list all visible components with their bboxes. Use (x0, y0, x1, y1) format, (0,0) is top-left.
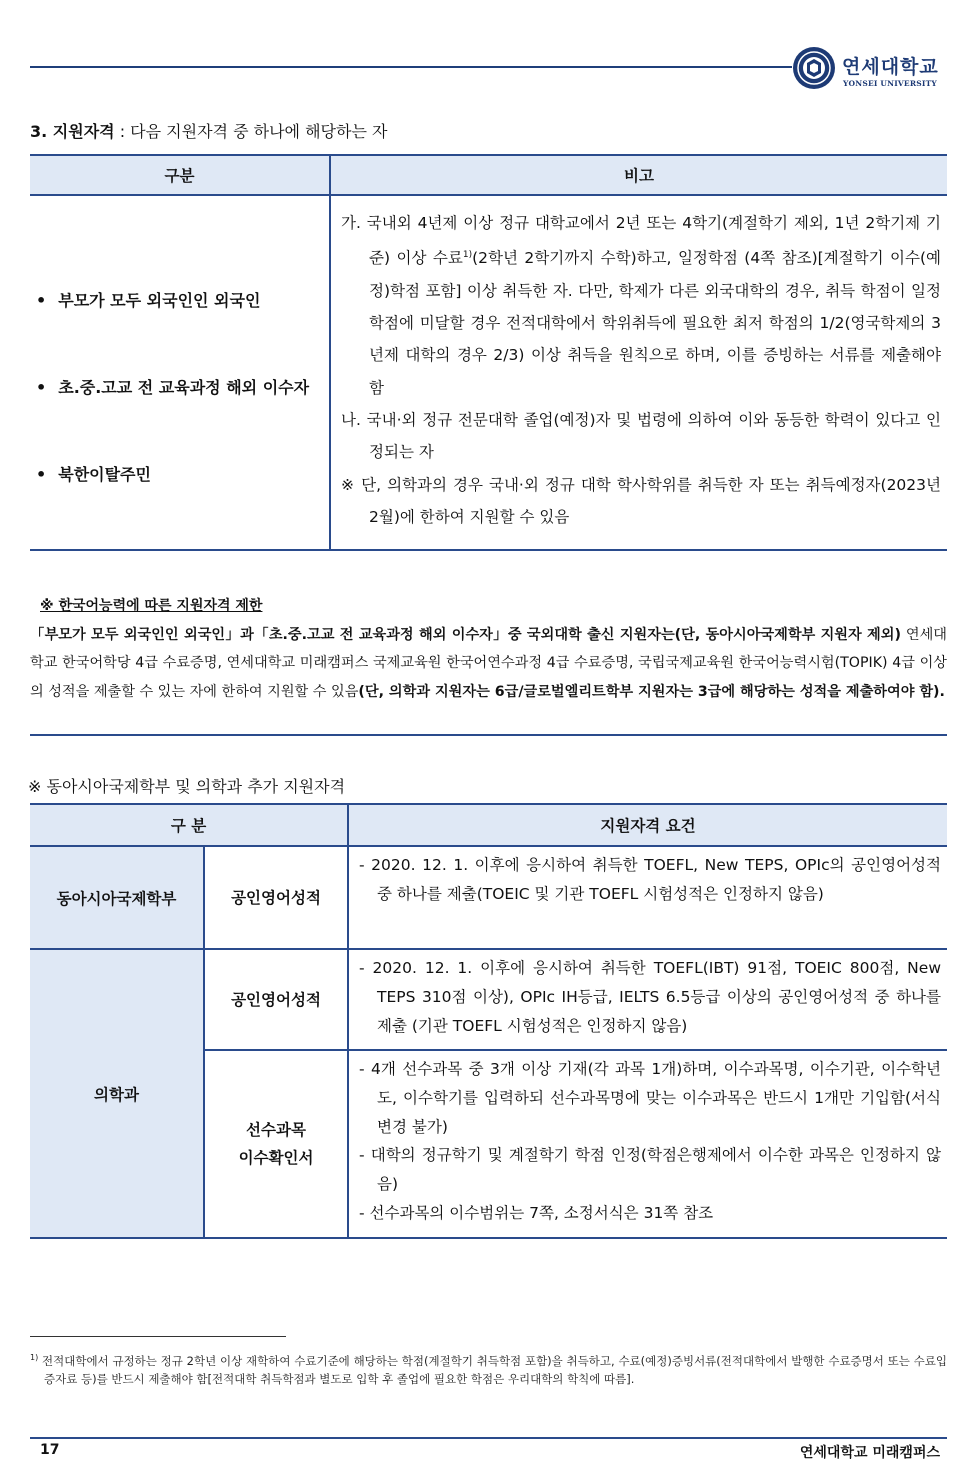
note-body (30, 621, 947, 707)
extra-requirements-table (30, 803, 947, 1239)
header-rule (30, 66, 792, 68)
category-item: • 초.중.고교 전 교육과정 해외 이수자 (30, 375, 329, 462)
footnote-text: 전적대학에서 규정하는 정규 2학년 이상 재학하여 수료기준에 해당하는 학점(계절학기 취득학점 포함)을 취득하고, 수료(예정)증빙서류(전적대학에서 발행한 수료증명서 또는 수료입증자료 등)를 반드시 제출해야 함[전적대학 취득학점과 별도로 입학 후 졸업에 필요한 학점은 우리대학의 학칙에 따름]. (38, 1353, 947, 1387)
requirement-item: - 선수과목의 이수범위는 7쪽, 소정서식은 31쪽 참조 (359, 1203, 714, 1222)
remark-ga-part1: 가. 국내외 4년제 이상 정규 대학교에서 2년 또는 4학기(계절학기 제외, 1년 2학기제 기준) 이상 수료 (341, 214, 941, 268)
remark-item-ga (341, 207, 941, 404)
category-item: • 북한이탈주민 (30, 462, 329, 549)
subcategory-prerequisite (204, 1050, 348, 1238)
university-logo (792, 44, 952, 94)
note-text: 연세대학교 한국어학당 4급 수료증명, 연세대학교 미래캠퍼스 국제교육원 한국어연수과정 4급 수료증명, 국립국제교육원 한국어능력시험(TOPIK) 4급 이상의 성적을 제출할 수 있는 자에 한하여 지원할 수 있음 (30, 626, 947, 700)
section-title (30, 119, 387, 142)
note-bold-2: (단, 의학과 지원자는 6급/글로벌엘리트학부 지원자는 3급에 해당하는 성적을 제출하여야 함). (358, 683, 945, 700)
remark-item-na: 나. 국내·외 정규 전문대학 졸업(예정)자 및 법령에 의하여 이와 동등한 학력이 있다고 인정되는 자 (341, 410, 941, 462)
table2-header-requirements: 지원자격 요건 (348, 804, 947, 846)
extra-requirements-title: ※ 동아시아국제학부 및 의학과 추가 지원자격 (28, 777, 346, 796)
requirement-item: - 4개 선수과목 중 3개 이상 기재(각 과목 1개)하며, 이수과목명, 이수기관, 이수학년도, 이수학기를 입력하되 선수과목명에 맞는 이수과목은 반드시 1개만 기입함(서식변경 불가) (359, 1060, 941, 1136)
section-description: : 다음 지원자격 중 하나에 해당하는 자 (114, 122, 388, 141)
requirement-item: - 2020. 12. 1. 이후에 응시하여 취득한 TOEFL(IBT) 91점, TOEIC 800점, New TEPS 310점 이상), OPIc IH등급, IELTS 6.5등급 이상의 공인영어성적 중 하나를 제출 (기관 TOEFL 시험성적은 인정하지 않음) (359, 959, 941, 1035)
remark-ga-part2: (2학년 2학기까지 수학)하고, 일정학점 (4쪽 참조)[계절학기 이수(예정)학점 포함] 이상 취득한 자. 다만, 학제가 다른 외국대학의 경우, 취득 학점이 일정학점에 미달할 경우 전적대학에서 학위취득에 필요한 최저 학점의 1/2(영국학제의 3년제 대학의 경우 2/3) 이상 취득을 원칙으로 하며, 이를 증빙하는 서류를 제출해야 함 (369, 249, 941, 397)
requirement-cell (348, 1050, 947, 1238)
section-number: 3. 지원자격 (30, 122, 115, 141)
category-east-asia: 동아시아국제학부 (30, 846, 204, 949)
logo-text: 연세대학교 (842, 56, 939, 78)
requirement-cell (348, 846, 947, 949)
category-cell (30, 195, 330, 550)
remark-item-note: ※ 단, 의학과의 경우 국내·외 정규 대학 학사학위를 취득한 자 또는 취득예정자(2023년 2월)에 한하여 지원할 수 있음 (341, 475, 941, 526)
subcategory-line-1: 선수과목 (246, 1121, 306, 1139)
eligibility-table (30, 154, 947, 551)
footnote-rule (30, 1336, 286, 1337)
footer-campus: 연세대학교 미래캠퍼스 (799, 1445, 940, 1461)
subcategory-english: 공인영어성적 (204, 949, 348, 1050)
requirement-item: - 2020. 12. 1. 이후에 응시하여 취득한 TOEFL, New TEPS, OPIc의 공인영어성적 중 하나를 제출(TOEIC 및 기관 TOEFL 시험성적은 인정하지 않음) (359, 856, 941, 903)
table-header-category: 구분 (30, 155, 330, 195)
table2-header-category: 구 분 (30, 804, 348, 846)
university-seal-icon (792, 46, 836, 90)
logo-subtext: YONSEI UNIVERSITY (843, 79, 937, 88)
note-rule (30, 734, 947, 736)
subcategory-line-2: 이수확인서 (238, 1149, 314, 1167)
footnote-marker: 1) (30, 1353, 39, 1362)
footer-rule (30, 1437, 947, 1439)
footnote-mark: 1) (462, 250, 473, 261)
remarks-cell (330, 195, 947, 550)
requirement-cell (348, 949, 947, 1050)
category-item: • 부모가 모두 외국인인 외국인 (30, 288, 329, 375)
footnote (30, 1349, 947, 1389)
korean-ability-note (30, 592, 947, 706)
page-number: 17 (40, 1442, 60, 1458)
table-header-remarks: 비고 (330, 155, 947, 195)
requirement-item: - 대학의 정규학기 및 계절학기 학점 인정(학점은행제에서 이수한 과목은 인정하지 않음) (359, 1146, 941, 1194)
category-medicine: 의학과 (30, 949, 204, 1238)
subcategory-english: 공인영어성적 (204, 846, 348, 949)
note-bold-1: 「부모가 모두 외국인인 외국인」과「초.중.고교 전 교육과정 해외 이수자」중 국외대학 출신 지원자는(단, 동아시아국제학부 지원자 제외) (30, 626, 901, 643)
note-title: ※ 한국어능력에 따른 지원자격 제한 (40, 598, 263, 614)
